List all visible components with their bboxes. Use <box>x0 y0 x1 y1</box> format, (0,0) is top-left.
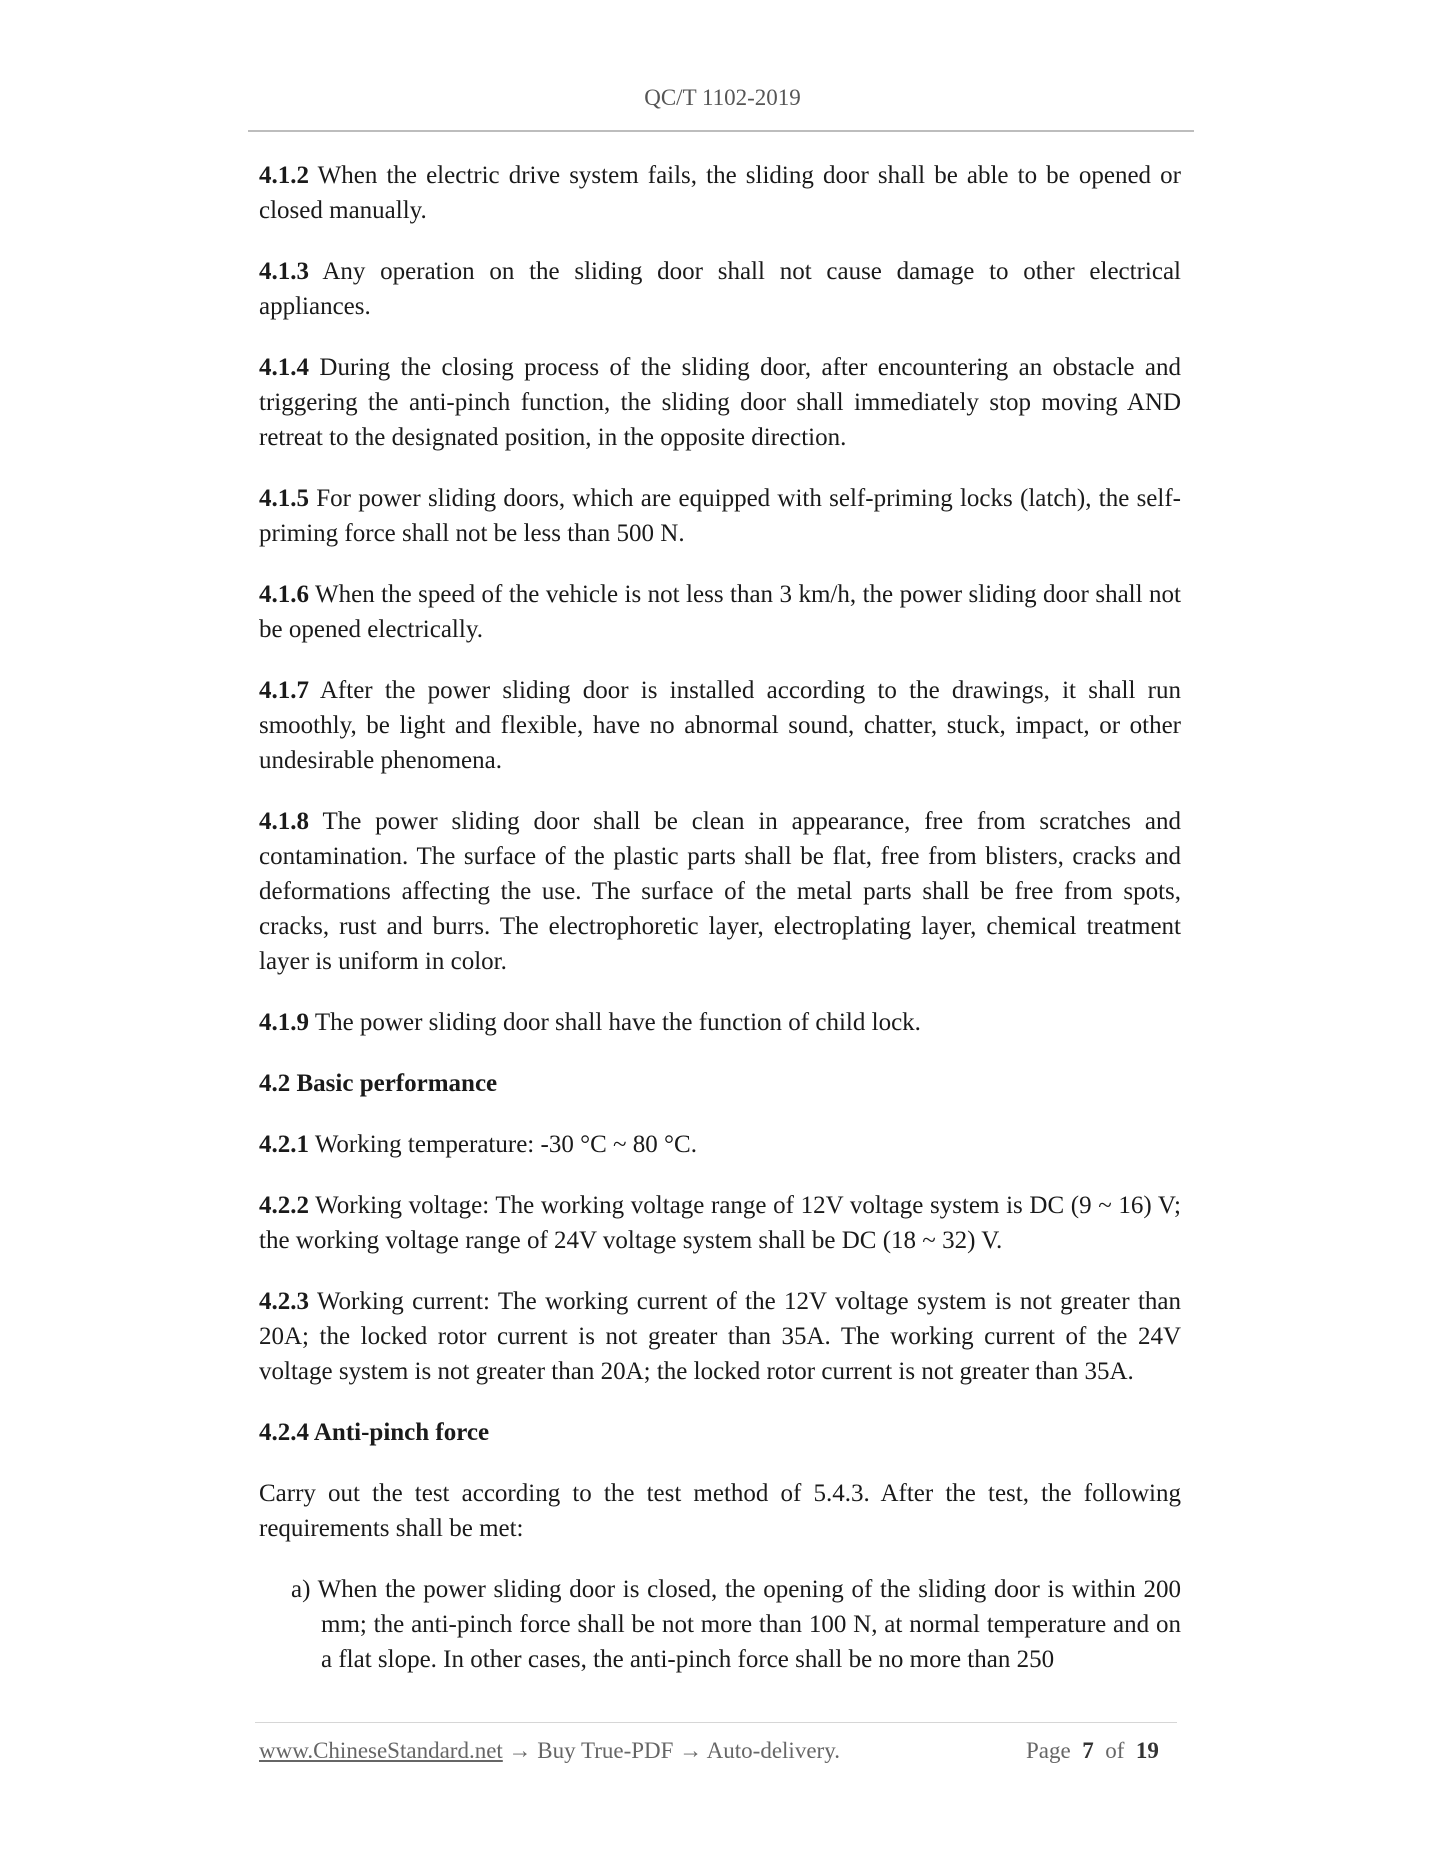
document-header-title: QC/T 1102-2019 <box>644 85 801 110</box>
header-divider <box>248 130 1194 132</box>
clause-text: Working current: The working current of the 12V voltage system is not greater than 20A; the locked rotor current is not greater than 35A. The working current of the 24V voltage system is not greater than 20A; the locked rotor current is not greater than 35A. <box>259 1288 1181 1385</box>
clause-number: 4.1.7 <box>259 677 309 704</box>
of-label: of <box>1105 1738 1125 1763</box>
clause-4-1-3 <box>259 254 1181 324</box>
clause-text: The power sliding door shall have the function of child lock. <box>314 1009 921 1036</box>
buy-text: Buy True-PDF <box>537 1738 674 1763</box>
clause-number: 4.1.2 <box>259 162 309 189</box>
list-item-a: a) When the power sliding door is closed, the opening of the sliding door is within 200 mm; the anti-pinch force shall be not more than 100 N, at normal temperature and on a flat slope. In other cases, the anti-pinch force shall be no more than 250 <box>291 1576 1181 1673</box>
arrow-icon: → <box>673 1738 707 1763</box>
page-indicator <box>1026 1738 1159 1764</box>
clause-number: 4.2.3 <box>259 1288 309 1315</box>
clause-4-2-1 <box>259 1127 1181 1162</box>
clause-4-1-2 <box>259 158 1181 228</box>
clause-4-2-4-intro: Carry out the test according to the test method of 5.4.3. After the test, the following requirements shall be met: <box>259 1480 1181 1542</box>
clause-text: Working voltage: The working voltage range of 12V voltage system is DC (9 ~ 16) V; the working voltage range of 24V voltage system shall be DC (18 ~ 32) V. <box>259 1192 1181 1254</box>
footer-divider <box>255 1722 1177 1723</box>
clause-number: 4.1.6 <box>259 581 309 608</box>
clause-number: 4.2.1 <box>259 1131 309 1158</box>
clause-text: Any operation on the sliding door shall not cause damage to other electrical appliances. <box>259 258 1182 320</box>
clause-number: 4.1.8 <box>259 808 309 835</box>
clause-4-1-7 <box>259 673 1181 778</box>
clause-text: During the closing process of the sliding door, after encountering an obstacle and triggering the anti-pinch function, the sliding door shall immediately stop moving AND retreat to the designated position, in the opposite direction. <box>259 354 1181 451</box>
clause-text: When the electric drive system fails, the sliding door shall be able to be opened or closed manually. <box>259 162 1181 224</box>
clause-number: 4.1.5 <box>259 485 309 512</box>
clause-4-2-2 <box>259 1188 1181 1258</box>
clause-number: 4.1.3 <box>259 258 309 285</box>
clause-text: The power sliding door shall be clean in appearance, free from scratches and contamination. The surface of the plastic parts shall be flat, free from blisters, cracks and deformations affecting the use. The surface of the metal parts shall be free from spots, cracks, rust and burrs. The electrophoretic layer, electroplating layer, chemical treatment layer is uniform in color. <box>259 808 1181 975</box>
clause-text: After the power sliding door is installed according to the drawings, it shall run smoothly, be light and flexible, have no abnormal sound, chatter, stuck, impact, or other undesirable phenomena. <box>259 677 1181 774</box>
clause-number: 4.1.4 <box>259 354 309 381</box>
clause-4-1-9 <box>259 1005 1181 1040</box>
delivery-text: Auto-delivery. <box>706 1738 840 1763</box>
site-link[interactable]: www.ChineseStandard.net <box>259 1738 503 1763</box>
clause-text: When the speed of the vehicle is not less than 3 km/h, the power sliding door shall not be opened electrically. <box>259 581 1181 643</box>
current-page-number: 7 <box>1082 1738 1094 1763</box>
clause-4-1-8 <box>259 804 1181 979</box>
clause-4-1-4 <box>259 350 1181 455</box>
document-body <box>259 158 1181 1677</box>
total-page-number: 19 <box>1135 1738 1159 1763</box>
section-heading-4-2-4: 4.2.4 Anti-pinch force <box>259 1419 490 1446</box>
section-heading-4-2: 4.2 Basic performance <box>259 1070 498 1097</box>
clause-text: Working temperature: -30 °C ~ 80 °C. <box>314 1131 697 1158</box>
clause-4-2-3 <box>259 1284 1181 1389</box>
clause-4-1-5 <box>259 481 1181 551</box>
clause-text: For power sliding doors, which are equipped with self-priming locks (latch), the self-priming force shall not be less than 500 N. <box>259 485 1181 547</box>
page-label: Page <box>1026 1738 1071 1763</box>
clause-number: 4.1.9 <box>259 1009 309 1036</box>
arrow-icon: → <box>502 1738 538 1763</box>
footer-promo <box>259 1738 840 1764</box>
clause-number: 4.2.2 <box>259 1192 309 1219</box>
clause-4-1-6 <box>259 577 1181 647</box>
